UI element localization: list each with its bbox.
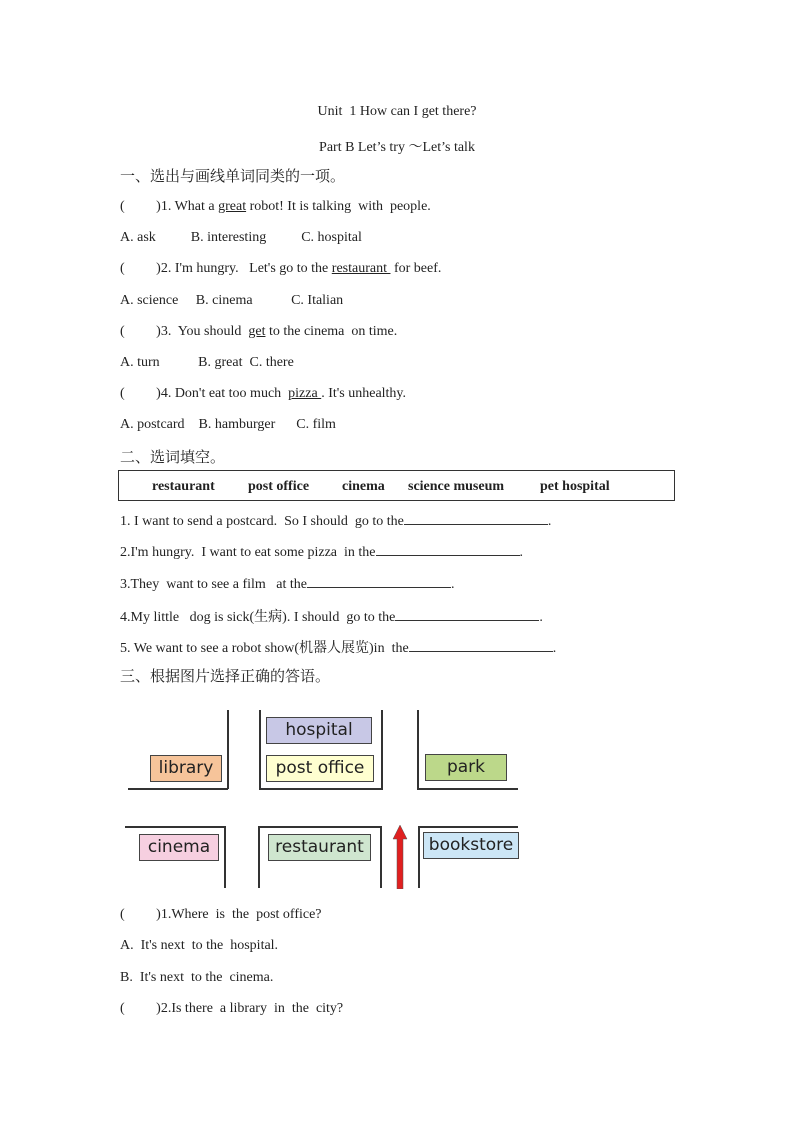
underlined-word: restaurant [331, 261, 391, 276]
word-bank-item: post office [248, 479, 310, 494]
road-edge [418, 826, 420, 888]
street-map [120, 705, 540, 890]
fill-sentence-4: 4.My little dog is sick(生病). I should go to the . [120, 610, 543, 625]
options-4: A. postcard B. hamburger C. film [120, 417, 336, 432]
map-option-a: A. It's next to the hospital. [120, 938, 279, 953]
road-edge [125, 826, 225, 828]
road-edge [259, 710, 261, 790]
fill-sentence-3: 3.They want to see a film at the . [120, 577, 455, 592]
road-edge [381, 710, 383, 790]
answer-blank[interactable] [395, 608, 539, 621]
road-edge [258, 826, 260, 888]
answer-blank[interactable] [307, 575, 451, 588]
question-4: ( )4. Don't eat too much pizza . It's unhealthy. [120, 386, 407, 401]
options-2: A. science B. cinema C. Italian [120, 293, 344, 308]
question-2: ( )2. I'm hungry. Let's go to the restaurant for beef. [120, 261, 442, 276]
hospital-sign: hospital [266, 717, 372, 744]
word-bank-item: science museum [408, 479, 505, 494]
road-edge [224, 826, 226, 888]
word-bank-item: pet hospital [540, 479, 610, 494]
map-option-b: B. It's next to the cinema. [120, 970, 274, 985]
fill-sentence-5: 5. We want to see a robot show(机器人展览)in the . [120, 641, 557, 656]
answer-blank[interactable] [376, 543, 520, 556]
park-sign: park [425, 754, 507, 781]
page-title: Unit 1 How can I get there? [317, 104, 477, 119]
options-3: A. turn B. great C. there [120, 355, 294, 370]
road-edge [227, 710, 229, 789]
restaurant-sign: restaurant [268, 834, 371, 861]
map-question-1: ( )1.Where is the post office? [120, 907, 322, 922]
post-office-sign: post office [266, 755, 374, 782]
underlined-word: get [248, 324, 266, 339]
section1-heading: 一、选出与画线单词同类的一项。 [120, 167, 346, 185]
fill-sentence-2: 2.I'm hungry. I want to eat some pizza in the . [120, 545, 523, 560]
road-edge [417, 788, 518, 790]
underlined-word: pizza [288, 386, 322, 401]
road-edge [259, 788, 383, 790]
word-bank-item: cinema [342, 479, 385, 494]
word-bank-item: restaurant [152, 479, 215, 494]
section3-heading: 三、根据图片选择正确的答语。 [120, 667, 331, 685]
road-edge [128, 788, 228, 790]
options-1: A. ask B. interesting C. hospital [120, 230, 362, 245]
page-subtitle: Part B Let’s try ～Let’s talk [319, 140, 475, 155]
answer-blank[interactable] [404, 512, 548, 525]
question-3: ( )3. You should get to the cinema on time. [120, 324, 398, 339]
road-edge [417, 710, 419, 790]
section2-heading: 二、选词填空。 [120, 448, 226, 466]
question-1: ( )1. What a great robot! It is talking with people. [120, 199, 431, 214]
underlined-word: great [218, 199, 247, 214]
road-edge [258, 826, 382, 828]
up-arrow-icon [392, 825, 408, 889]
library-sign: library [150, 755, 222, 782]
word-bank [118, 470, 675, 501]
answer-blank[interactable] [409, 639, 553, 652]
bookstore-sign: bookstore [423, 832, 519, 859]
road-edge [418, 826, 518, 828]
map-question-2: ( )2.Is there a library in the city? [120, 1001, 344, 1016]
fill-sentence-1: 1. I want to send a postcard. So I should go to the . [120, 514, 552, 529]
road-edge [380, 826, 382, 888]
cinema-sign: cinema [139, 834, 219, 861]
